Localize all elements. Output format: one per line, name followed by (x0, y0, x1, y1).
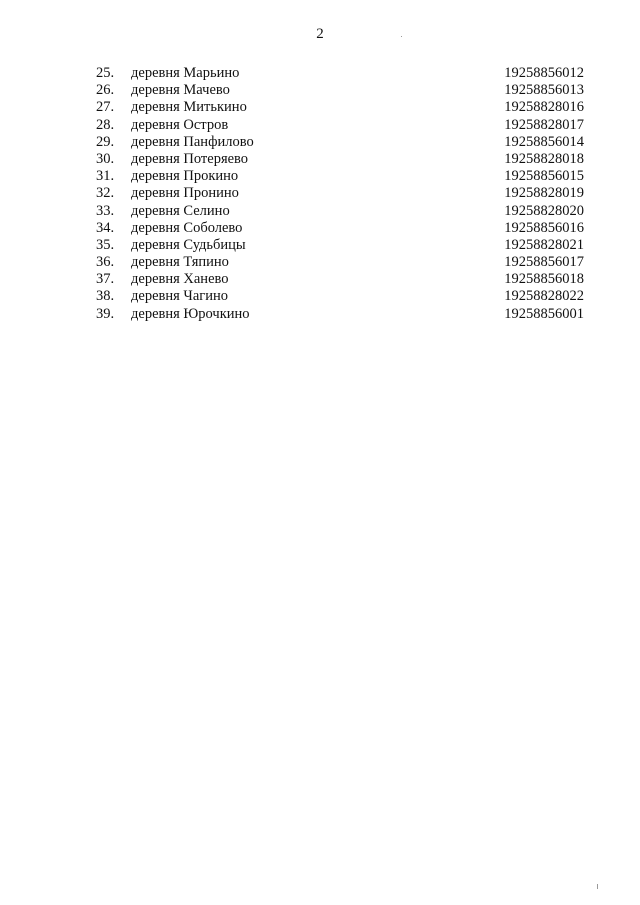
list-item (0, 220, 640, 237)
item-name: деревня Соболево (131, 219, 243, 236)
list-item (0, 82, 640, 99)
list-item (0, 151, 640, 168)
item-name: деревня Пронино (131, 185, 239, 202)
item-code: 19258856016 (504, 219, 584, 236)
item-code: 19258828019 (504, 185, 584, 202)
list-item (0, 168, 640, 185)
item-number: 28. (96, 116, 115, 133)
item-number: 29. (96, 133, 115, 150)
item-name: деревня Судьбицы (131, 236, 246, 253)
item-code: 19258856001 (504, 305, 584, 322)
scan-speck (597, 884, 598, 889)
list-item (0, 271, 640, 288)
list-item (0, 237, 640, 254)
item-name: деревня Марьино (131, 65, 240, 81)
item-name: деревня Потеряево (131, 150, 249, 167)
item-code: 19258828017 (504, 116, 584, 133)
item-name: деревня Тяпино (131, 254, 229, 271)
item-code: 19258828020 (504, 202, 584, 219)
list-item (0, 134, 640, 151)
item-number: 33. (96, 202, 115, 219)
item-name: деревня Мачево (131, 82, 230, 99)
item-code: 19258856015 (504, 168, 584, 185)
item-number: 38. (96, 288, 115, 305)
item-name: деревня Панфилово (131, 133, 254, 150)
item-code: 19258856013 (504, 82, 584, 99)
item-name: деревня Юрочкино (131, 305, 250, 322)
item-name: деревня Прокино (131, 168, 239, 185)
item-code: 19258828021 (504, 236, 584, 253)
scan-speck (401, 36, 402, 37)
item-code: 19258828018 (504, 150, 584, 167)
item-code: 19258856017 (504, 254, 584, 271)
item-number: 25. (96, 65, 115, 81)
item-number: 39. (96, 305, 115, 322)
item-number: 34. (96, 219, 115, 236)
item-code: 19258856014 (504, 133, 584, 150)
list-item (0, 185, 640, 202)
page-number: 2 (316, 26, 324, 42)
item-name: деревня Селино (131, 202, 230, 219)
item-name: деревня Чагино (131, 288, 228, 305)
item-code: 19258856012 (504, 65, 584, 81)
list-item (0, 254, 640, 271)
item-number: 36. (96, 254, 115, 271)
settlement-list (0, 65, 640, 323)
item-name: деревня Митькино (131, 99, 247, 116)
item-code: 19258856018 (504, 271, 584, 288)
item-number: 37. (96, 271, 115, 288)
list-item (0, 288, 640, 305)
list-item (0, 203, 640, 220)
item-name: деревня Остров (131, 116, 229, 133)
list-item (0, 306, 640, 323)
list-item (0, 99, 640, 116)
list-item (0, 65, 640, 82)
list-item (0, 117, 640, 134)
item-number: 30. (96, 150, 115, 167)
item-number: 27. (96, 99, 115, 116)
item-number: 26. (96, 82, 115, 99)
item-code: 19258828022 (504, 288, 584, 305)
item-name: деревня Ханево (131, 271, 229, 288)
item-number: 31. (96, 168, 115, 185)
item-code: 19258828016 (504, 99, 584, 116)
item-number: 32. (96, 185, 115, 202)
item-number: 35. (96, 236, 115, 253)
